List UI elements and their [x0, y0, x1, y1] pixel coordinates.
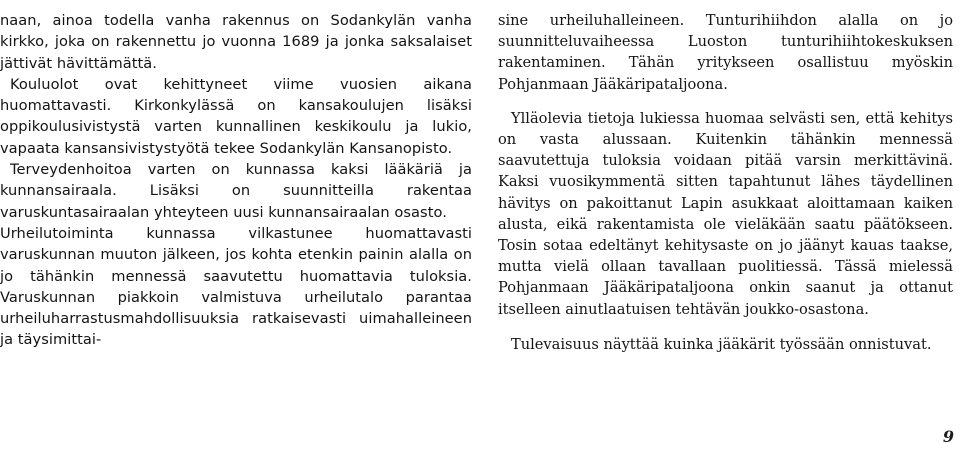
paragraph-sports: Urheilutoiminta kunnassa vilkastunee huomattavasti varuskunnan muuton jälkeen, jos kohta etenkin painin alalla on jo tähänkin mennessä saavutettu huomattavia tuloksia. Varuskunnan piakkoin valmistuva urheilutalo parantaa urheiluharrastusmahdollisuuksia ratkaisevasti uimahalleineen ja täysimittai-	[0, 224, 472, 349]
paragraph-church: naan, ainoa todella vanha rakennus on Sodankylän vanha kirkko, joka on rakennettu jo vuonna 1689 ja jonka saksalaiset jättivät hävittämättä.	[0, 12, 472, 72]
page-number: 9	[942, 427, 954, 446]
paragraph-development: Ylläolevia tietoja lukiessa huomaa selvästi sen, että kehitys on vasta alussaan. Kuitenkin tähänkin mennessä saavutettuja tuloksia voidaan pitää varsin merkittävinä. Kaksi vuosikymmentä sitten tapahtunut lähes täydellinen hävitys on pakoittanut Lapin asukkaat aloittamaan kaiken alusta, eikä rakentamista ole vieläkään saatu päätökseen. Tosin sotaa edeltänyt kehitysaste on jo jäänyt kauas taakse, mutta vielä ollaan tavallaan puolitiessä. Tässä mielessä Pohjanmaan Jääkäripataljoona onkin saanut ja ottanut itselleen ainutlaatuisen tehtävän joukko-osastona.	[498, 109, 953, 318]
paragraph-schools: Kouluolot ovat kehittyneet viime vuosien aikana huomattavasti. Kirkonkylässä on kansakoulujen lisäksi oppikoulusivistystä varten kunnallinen keskikoulu ja lukio, vapaata kansansivistystyötä tekee Sodankylän Kansanopisto.	[0, 75, 472, 157]
paragraph-future: Tulevaisuus näyttää kuinka jääkärit työssään onnistuvat.	[511, 335, 932, 353]
paragraph-healthcare: Terveydenhoitoa varten on kunnassa kaksi lääkäriä ja kunnansairaala. Lisäksi on suunnitteilla rakentaa varuskuntasairaalan yhteyteen uusi kunnansairaalan osasto.	[0, 161, 472, 221]
left-column	[0, 10, 472, 351]
right-column	[498, 10, 953, 355]
paragraph-sports-continued: sine urheiluhalleineen. Tunturihiihdon alalla on jo suunnitteluvaiheessa Luoston tunturihiihtokeskuksen rakentaminen. Tähän yritykseen osallistuu myöskin Pohjanmaan Jääkäripataljoona.	[498, 12, 953, 93]
